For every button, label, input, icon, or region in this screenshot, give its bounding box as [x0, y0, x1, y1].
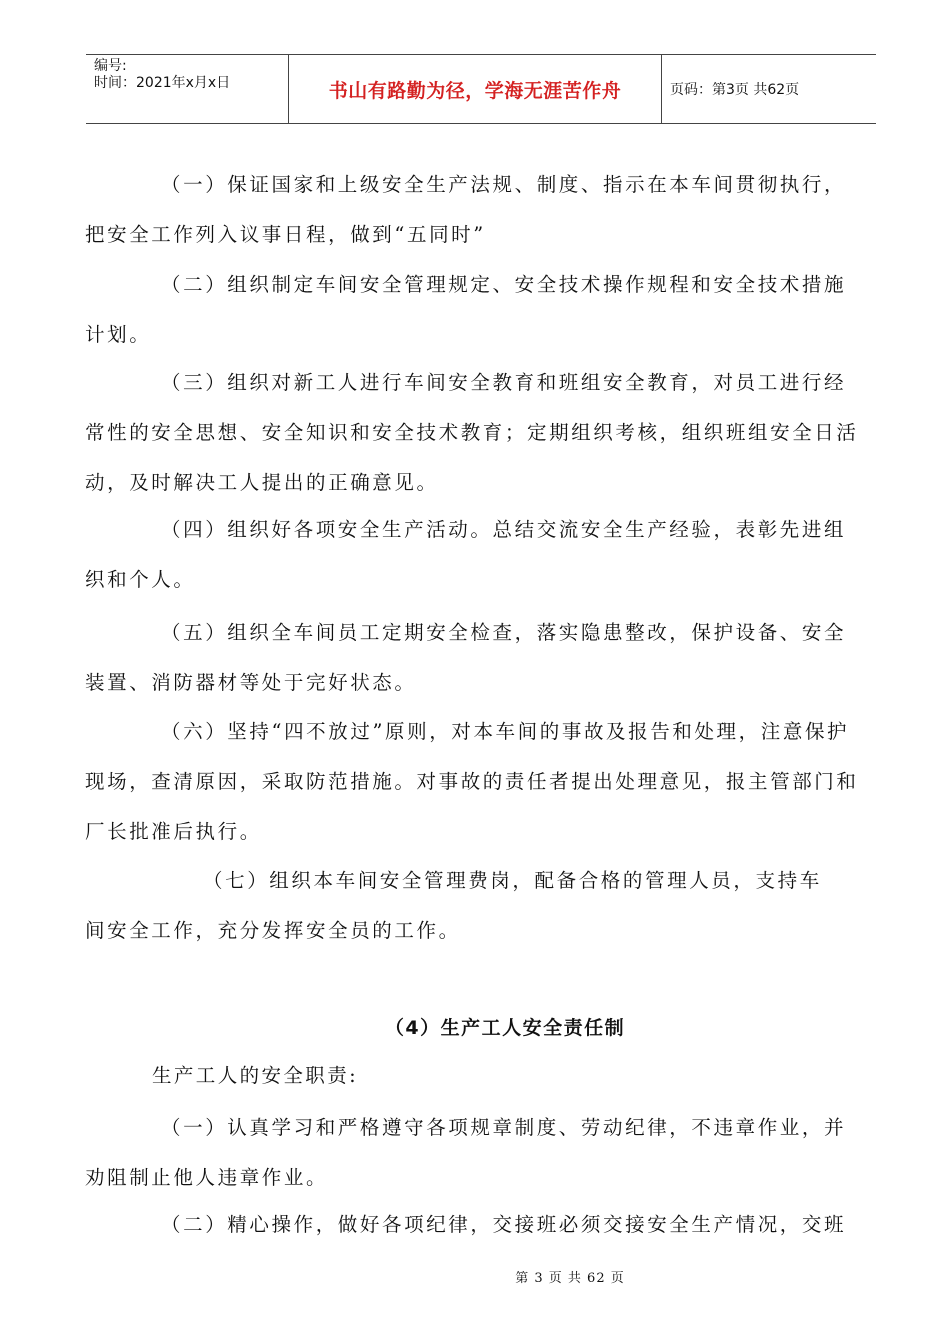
time-label: 时间：2021年x月x日 [94, 75, 231, 91]
paragraph-3: （三）组织对新工人进行车间安全教育和班组安全教育，对员工进行经常性的安全思想、安全知识和安全技术教育；定期组织考核，组织班组安全日活动，及时解决工人提出的正确意见。 [85, 371, 859, 494]
paragraph-1: （一）保证国家和上级安全生产法规、制度、指示在本车间贯彻执行，把安全工作列入议事日程，做到“五同时” [85, 173, 847, 246]
paragraph-7: （七）组织本车间安全管理费岗，配备合格的管理人员，支持车间安全工作，充分发挥安全员的工作。 [85, 869, 822, 942]
section-intro: 生产工人的安全职责: [152, 1064, 359, 1087]
paragraph-5: （五）组织全车间员工定期安全检查，落实隐患整改，保护设备、安全装置、消防器材等处于完好状态。 [85, 621, 847, 694]
page-footer: 第 3 页 共 62 页 [515, 1271, 625, 1286]
section-heading: （4）生产工人安全责任制 [384, 1017, 626, 1039]
paragraph-6: （六）坚持“四不放过”原则，对本车间的事故及报告和处理，注意保护现场，查清原因，采取防范措施。对事故的责任者提出处理意见，报主管部门和厂长批准后执行。 [85, 720, 859, 843]
section-item-1: （一）认真学习和严格遵守各项规章制度、劳动纪律，不违章作业，并劝阻制止他人违章作业。 [85, 1116, 847, 1189]
paragraph-2: （二）组织制定车间安全管理规定、安全技术操作规程和安全技术措施计划。 [85, 273, 847, 346]
page-header [86, 54, 876, 124]
header-motto: 书山有路勤为径，学海无涯苦作舟 [288, 55, 662, 123]
paragraph-4: （四）组织好各项安全生产活动。总结交流安全生产经验，表彰先进组织和个人。 [85, 518, 847, 591]
header-page-info: 页码：第3页 共62页 [670, 82, 800, 98]
header-meta [94, 55, 284, 126]
number-label: 编号: [94, 58, 127, 74]
section-item-2: （二）精心操作，做好各项纪律，交接班必须交接安全生产情况，交班 [161, 1213, 847, 1236]
